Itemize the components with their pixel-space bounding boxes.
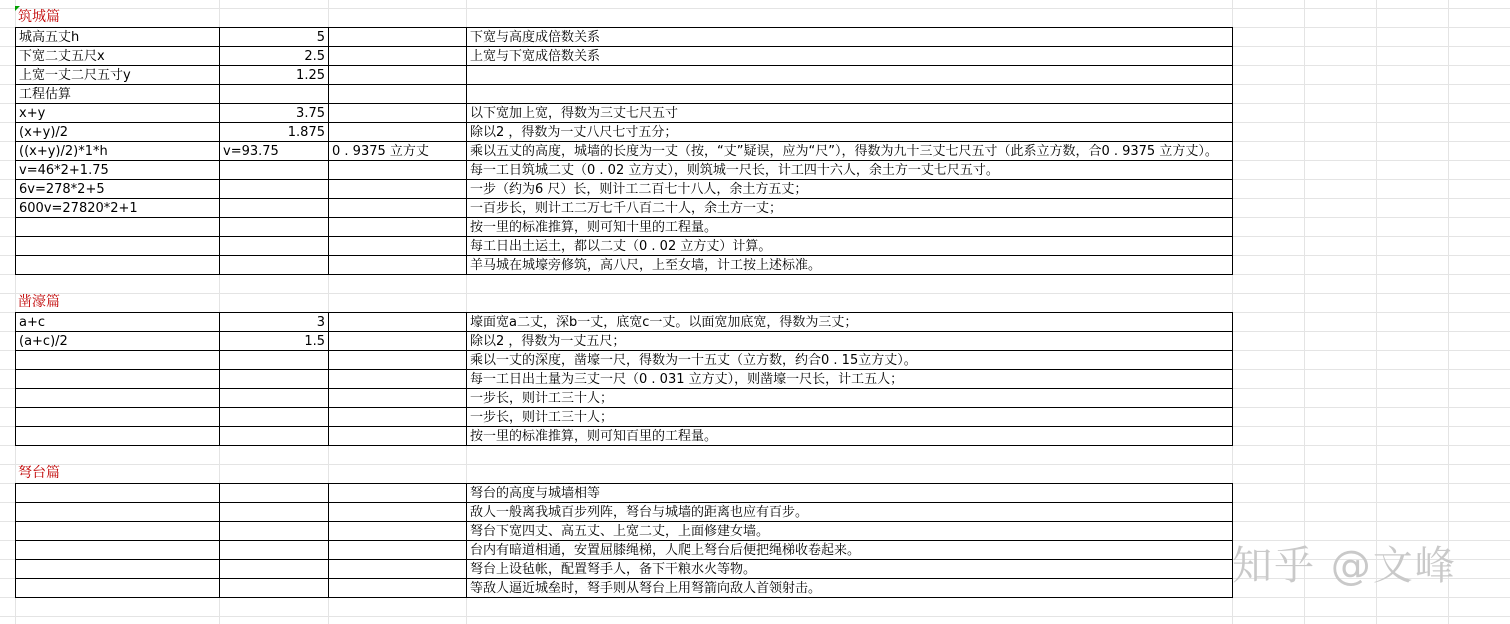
cell-c[interactable] xyxy=(329,560,466,579)
watermark: 知乎 @文峰 xyxy=(1232,543,1457,589)
cell-b[interactable]: 5 xyxy=(316,30,325,45)
cell-d[interactable]: 上宽与下宽成倍数关系 xyxy=(470,49,601,64)
cell-a[interactable] xyxy=(16,522,219,541)
cell-a[interactable]: x+y xyxy=(19,106,46,121)
cell-a[interactable] xyxy=(16,218,219,237)
cell-a[interactable]: 工程估算 xyxy=(19,87,72,102)
cell-c[interactable] xyxy=(329,332,466,351)
cell-b[interactable] xyxy=(220,427,328,446)
cell-b[interactable]: 1.5 xyxy=(304,334,325,349)
cell-b[interactable] xyxy=(220,370,328,389)
cell-c[interactable] xyxy=(329,503,466,522)
cell-c[interactable] xyxy=(329,389,466,408)
cell-c[interactable] xyxy=(329,28,466,47)
cell-b[interactable] xyxy=(220,199,328,218)
cell-a[interactable] xyxy=(16,237,219,256)
cell-a[interactable] xyxy=(16,503,219,522)
cell-a[interactable] xyxy=(16,351,219,370)
cell-b[interactable]: 1.875 xyxy=(287,125,325,140)
cell-c[interactable] xyxy=(329,85,466,104)
cell-d[interactable] xyxy=(467,66,1232,85)
cell-c[interactable] xyxy=(329,104,466,123)
cell-d[interactable]: 弩台下宽四丈、高五丈、上宽二丈，上面修建女墙。 xyxy=(470,524,770,539)
cell-c[interactable] xyxy=(329,313,466,332)
cell-c[interactable] xyxy=(329,66,466,85)
cell-a[interactable] xyxy=(16,256,219,275)
cell-a[interactable]: 城高五丈h xyxy=(19,30,80,45)
cell-d[interactable]: 敌人一般离我城百步列阵，弩台与城墙的距离也应有百步。 xyxy=(470,505,809,520)
section-title: 筑城篇 xyxy=(18,9,60,25)
table-column-border xyxy=(1232,27,1233,275)
cell-d[interactable]: 等敌人逼近城垒时，弩手则从弩台上用弩箭向敌人首领射击。 xyxy=(470,581,822,596)
cell-a[interactable] xyxy=(16,427,219,446)
cell-b[interactable] xyxy=(220,560,328,579)
cell-d[interactable]: 弩台上设毡帐，配置弩手人，备下干粮水火等物。 xyxy=(470,562,757,577)
cell-d[interactable]: 以下宽加上宽，得数为三丈七尺五寸 xyxy=(470,106,679,121)
cell-d[interactable]: 一步长，则计工三十人； xyxy=(470,410,614,425)
cell-b[interactable] xyxy=(220,389,328,408)
cell-c[interactable] xyxy=(329,484,466,503)
cell-c[interactable] xyxy=(329,579,466,598)
cell-b[interactable] xyxy=(220,256,328,275)
cell-b[interactable] xyxy=(220,579,328,598)
cell-d[interactable]: 按一里的标准推算，则可知百里的工程量。 xyxy=(470,429,718,444)
table-column-border xyxy=(1232,312,1233,446)
cell-a[interactable]: 下宽二丈五尺x xyxy=(19,49,105,64)
cell-a[interactable]: a+c xyxy=(19,315,46,330)
cell-c[interactable] xyxy=(329,522,466,541)
cell-c[interactable] xyxy=(329,161,466,180)
cell-b[interactable]: 1.25 xyxy=(296,68,325,83)
cell-a[interactable]: 6v=278*2+5 xyxy=(19,182,105,197)
cell-b[interactable] xyxy=(220,351,328,370)
cell-a[interactable]: 上宽一丈二尺五寸y xyxy=(19,68,131,83)
cell-d[interactable]: 乘以一丈的深度，凿壕一尺，得数为一十五丈（立方数，约合0 . 15立方丈）。 xyxy=(470,353,917,368)
cell-c[interactable] xyxy=(329,180,466,199)
cell-a[interactable] xyxy=(16,579,219,598)
cell-b[interactable] xyxy=(220,85,328,104)
cell-a[interactable] xyxy=(16,484,219,503)
cell-a[interactable]: v=46*2+1.75 xyxy=(19,163,109,178)
cell-c[interactable] xyxy=(329,256,466,275)
cell-c[interactable] xyxy=(329,370,466,389)
section-title: 凿濠篇 xyxy=(18,294,60,310)
cell-b[interactable] xyxy=(220,522,328,541)
cell-d[interactable]: 一步长，则计工三十人； xyxy=(470,391,614,406)
cell-b[interactable]: 3 xyxy=(316,315,325,330)
cell-b[interactable] xyxy=(220,180,328,199)
cell-b[interactable]: 3.75 xyxy=(296,106,325,121)
cell-c[interactable] xyxy=(329,218,466,237)
cell-a[interactable]: ((x+y)/2)*1*h xyxy=(19,144,108,159)
cell-b[interactable]: v=93.75 xyxy=(223,144,279,159)
cell-c[interactable] xyxy=(329,199,466,218)
cell-d[interactable]: 乘以五丈的高度，城墙的长度为一丈（按，“丈”疑误，应为“尺”），得数为九十三丈七尺五寸（此系立方数，合0 . 9375 立方丈）。 xyxy=(470,144,1218,159)
cell-a[interactable]: (a+c)/2 xyxy=(19,334,68,349)
cell-d[interactable]: 台内有暗道相通，安置屈膝绳梯，人爬上弩台后便把绳梯收卷起来。 xyxy=(470,543,861,558)
cell-d[interactable]: 除以2 ，得数为一丈八尺七寸五分； xyxy=(470,125,678,140)
cell-d[interactable]: 一百步长，则计工二万七千八百二十人，余土方一丈； xyxy=(470,201,783,216)
cell-b[interactable] xyxy=(220,503,328,522)
cell-c[interactable] xyxy=(329,47,466,66)
cell-c[interactable] xyxy=(329,351,466,370)
cell-d[interactable]: 壕面宽a二丈，深b一丈，底宽c一丈。以面宽加底宽，得数为三丈； xyxy=(470,315,858,330)
cell-a[interactable]: (x+y)/2 xyxy=(19,125,69,140)
cell-c[interactable]: 0 . 9375 立方丈 xyxy=(332,144,429,159)
cell-d[interactable]: 一步（约为6 尺）长，则计工二百七十八人，余土方五丈； xyxy=(470,182,808,197)
cell-c[interactable] xyxy=(329,123,466,142)
cell-d[interactable]: 除以2 ，得数为一丈五尺； xyxy=(470,334,626,349)
cell-a[interactable] xyxy=(16,370,219,389)
cell-d[interactable]: 每工日出土运土，都以二丈（0 . 02 立方丈）计算。 xyxy=(470,239,772,254)
cell-a[interactable]: 600v=27820*2+1 xyxy=(19,201,138,216)
cell-a[interactable] xyxy=(16,541,219,560)
section-title: 弩台篇 xyxy=(18,465,60,481)
cell-a[interactable] xyxy=(16,408,219,427)
cell-a[interactable] xyxy=(16,560,219,579)
cell-c[interactable] xyxy=(329,408,466,427)
cell-d[interactable]: 每一工日出土量为三丈一尺（0 . 031 立方丈），则凿壕一尺长，计工五人； xyxy=(470,372,904,387)
cell-b[interactable] xyxy=(220,541,328,560)
cell-b[interactable] xyxy=(220,161,328,180)
cell-b[interactable] xyxy=(220,408,328,427)
cell-b[interactable] xyxy=(220,218,328,237)
cell-a[interactable] xyxy=(16,389,219,408)
cell-d[interactable]: 弩台的高度与城墙相等 xyxy=(470,486,601,501)
cell-d[interactable]: 按一里的标准推算，则可知十里的工程量。 xyxy=(470,220,718,235)
cell-b[interactable] xyxy=(220,484,328,503)
cell-d[interactable]: 每一工日筑城二丈（0 . 02 立方丈），则筑城一尺长，计工四十六人，余土方一丈七尺五寸。 xyxy=(470,163,999,178)
cell-b[interactable]: 2.5 xyxy=(304,49,325,64)
cell-c[interactable] xyxy=(329,541,466,560)
cell-b[interactable] xyxy=(220,237,328,256)
cell-d[interactable]: 羊马城在城壕旁修筑，高八尺，上至女墙，计工按上述标准。 xyxy=(470,258,822,273)
cell-c[interactable] xyxy=(329,427,466,446)
cell-d[interactable]: 下宽与高度成倍数关系 xyxy=(470,30,601,45)
cell-c[interactable] xyxy=(329,237,466,256)
cell-d[interactable] xyxy=(467,85,1232,104)
